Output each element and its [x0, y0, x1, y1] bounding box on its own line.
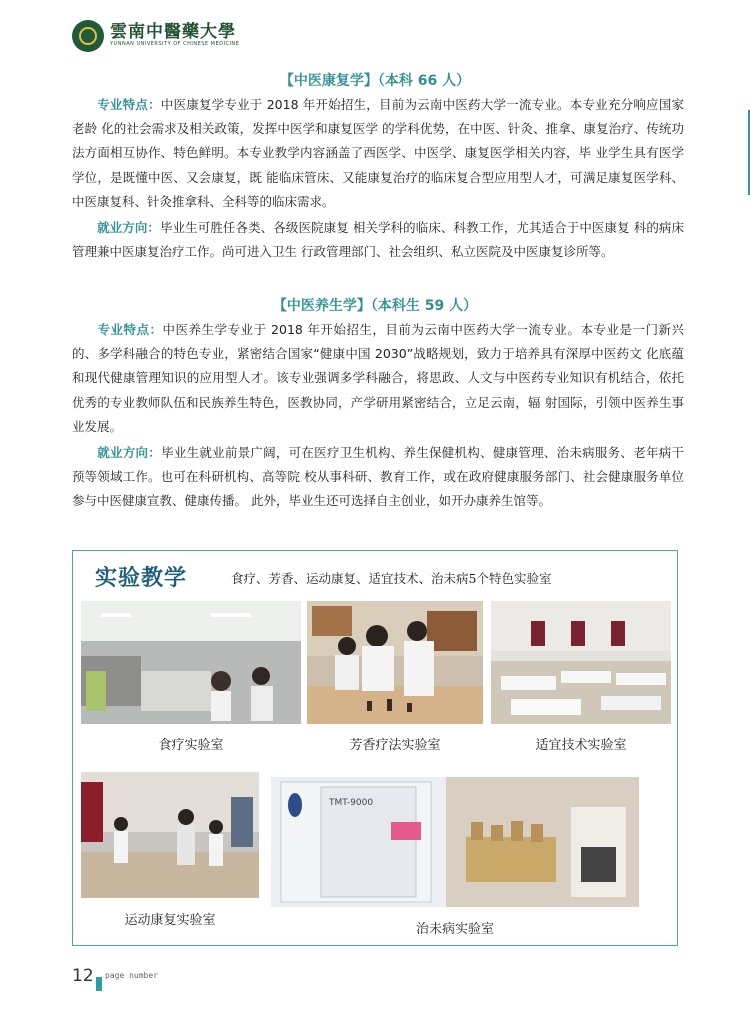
section1-feature-text: 中医康复学专业于 2018 年开始招生，目前为云南中医药大学一流专业。本专业充分响应国家老龄 化的社会需求及相关政策，发挥中医学和康复医学 的学科优势，在中医、针灸、推拿、康复治疗、传统功法方面相互协作、特色鲜明。本专业教学内容涵盖了西医学、中医学、康复医学相关内容，毕 业学生具有医学学位，是既懂中医、又会康复，既 能临床管床、又能康复治疗的临床复合型应用型人才，可满足康复医学科、中医康复科、针灸推拿科、全科等的临床需求。 [72, 97, 684, 209]
lab-subtitle: 食疗、芳香、运动康复、适宜技术、治未病5个特色实验室 [231, 571, 552, 586]
lab-teaching-box [72, 550, 678, 946]
university-name-cn: 雲南中醫藥大學 [110, 22, 236, 43]
sports-rehab-lab-caption: 运动康复实验室 [124, 913, 216, 928]
section1-career-paragraph [72, 216, 684, 264]
sports-rehab-lab-photo [81, 772, 259, 898]
preventive-lab-photo [271, 777, 639, 907]
page-number-label: page number [105, 971, 158, 980]
section2-feature-text: 中医养生学专业于 2018 年开始招生，目前为云南中医药大学一流专业。本专业是一门新兴的、多学科融合的特色专业，紧密结合国家“健康中国 2030”战略规划，致力于培养具有深厚中医药文 化底蕴和现代健康管理知识的应用型人才。该专业强调多学科融合，将思政、人文与中医药专业知识有机结合，依托优秀的专业教师队伍和民族养生特色，医教协同，产学研用紧密结合，立足云南，辐 射国际，引领中医养生事业发展。 [72, 322, 684, 434]
section2-feature-label: 专业特点： [97, 322, 163, 337]
section1-feature-label: 专业特点： [97, 97, 161, 112]
university-logo [72, 20, 104, 52]
device-label: TMT-9000 [329, 798, 374, 808]
aromatherapy-lab-photo [307, 601, 483, 724]
section2-title: 【中医养生学】（本科生 59 人） [272, 298, 478, 314]
section2-career-text: 毕业生就业前景广阔，可在医疗卫生机构、养生保健机构、健康管理、治未病服务、老年病干预等领域工作。也可在科研机构、高等院 校从事科研、教育工作，或在政府健康服务部门、社会健康服务单位参与中医健康宣教、健康传播。 此外，毕业生还可选择自主创业，如开办康养生馆等。 [72, 445, 684, 509]
university-name-en: YUNNAN UNIVERSITY OF CHINESE MEDICINE [110, 41, 240, 48]
section1-title: 【中医康复学】（本科 66 人） [279, 73, 471, 89]
diet-therapy-lab-photo [81, 601, 301, 724]
section2-feature-paragraph [72, 318, 684, 439]
footer-accent [96, 977, 102, 991]
page-number: 12 [72, 966, 94, 986]
appropriate-tech-lab-caption: 适宜技术实验室 [535, 738, 627, 753]
section2-career-paragraph [72, 441, 684, 514]
section1-career-label: 就业方向： [97, 220, 161, 235]
section2-career-label: 就业方向： [97, 445, 162, 460]
aromatherapy-lab-caption: 芳香疗法实验室 [349, 738, 441, 753]
page-header [72, 20, 239, 52]
appropriate-tech-lab-photo [491, 601, 671, 724]
section1-career-text: 毕业生可胜任各类、各级医院康复 相关学科的临床、科教工作，尤其适合于中医康复 科的病床管理兼中医康复治疗工作。尚可进入卫生 行政管理部门、社会组织、私立医院及中医康复诊所等。 [72, 220, 684, 260]
preventive-lab-caption: 治未病实验室 [415, 922, 494, 937]
university-brand [110, 24, 239, 47]
diet-therapy-lab-caption: 食疗实验室 [158, 738, 224, 753]
section1-feature-paragraph [72, 93, 684, 214]
lab-title: 实验教学 [95, 566, 188, 591]
